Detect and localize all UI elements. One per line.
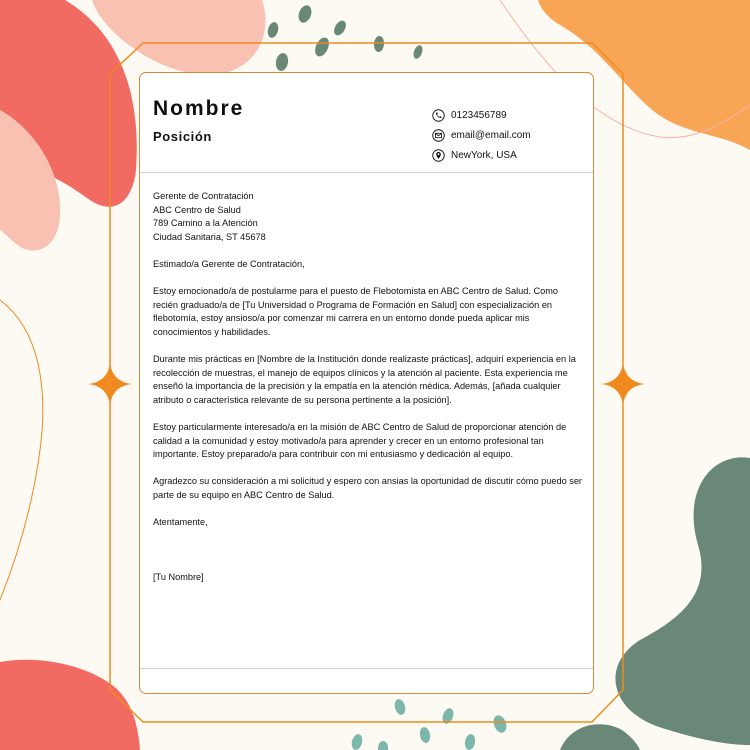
thin-line-left xyxy=(0,300,43,600)
coral-blob-bottom-left xyxy=(0,660,140,750)
applicant-name: Nombre xyxy=(153,97,245,120)
body-paragraph: Estoy particularmente interesado/a en la misión de ABC Centro de Salud de proporcionar atención de calidad a la comunidad y estoy motivado/a para aprender y crecer en un entorno profesional tan importante. Estoy preparado/a para contribuir con mi entusiasmo y dedicación al equipo. xyxy=(153,422,567,460)
closing: Atentamente, xyxy=(153,517,208,528)
recipient-line: Ciudad Sanitaria, ST 45678 xyxy=(153,231,266,242)
sparkle-right xyxy=(601,362,645,406)
contact-location xyxy=(432,145,592,165)
sparkle-left xyxy=(88,362,132,406)
contact-phone xyxy=(432,105,592,125)
sage-blob-bottom-right-lower xyxy=(560,724,640,750)
contact-email xyxy=(432,125,592,145)
contact-phone-text: 0123456789 xyxy=(451,109,507,121)
applicant-position: Posición xyxy=(153,129,212,144)
body-paragraph: Durante mis prácticas en [Nombre de la Institución donde realizaste prácticas], adquirí experiencia en la recolección de muestras, el manejo de equipos clínicos y la atención al paciente. Esta experiencia me enseñó la importancia de la precisión y la empatía en la atención médica. Además, [añada cualquier atributo o característica relevante de su persona pertinente a la posición]. xyxy=(153,354,576,405)
recipient-address xyxy=(153,190,583,244)
letter-body xyxy=(153,190,583,598)
phone-icon xyxy=(432,109,445,122)
email-icon xyxy=(432,129,445,142)
recipient-line: Gerente de Contratación xyxy=(153,191,254,201)
contact-location-text: NewYork, USA xyxy=(451,149,517,161)
teal-dots-bottom xyxy=(350,698,509,750)
contact-info xyxy=(432,105,592,165)
salutation: Estimado/a Gerente de Contratación, xyxy=(153,258,305,269)
sage-blob-bottom-right xyxy=(615,457,750,745)
letter-sheet xyxy=(139,72,594,694)
header-divider xyxy=(140,172,593,173)
signature: [Tu Nombre] xyxy=(153,571,204,582)
contact-email-text: email@email.com xyxy=(451,129,531,141)
sage-dots-top xyxy=(266,3,424,71)
footer-divider xyxy=(140,668,593,669)
location-icon xyxy=(432,149,445,162)
body-paragraph: Estoy emocionado/a de postularme para el puesto de Flebotomista en ABC Centro de Salud. Como recién graduado/a de [Tu Universidad o Programa de Formación en Salud] con especialización en flebotomía, estoy ansioso/a por comenzar mi carrera en un entorno donde pueda aplicar mis conocimientos y habilidades. xyxy=(153,286,558,337)
body-paragraph: Agradezco su consideración a mi solicitud y espero con ansias la oportunidad de discutir cómo puedo ser parte de su equipo en ABC Centro de Salud. xyxy=(153,476,582,501)
recipient-line: 789 Camino a la Atención xyxy=(153,218,258,229)
recipient-line: ABC Centro de Salud xyxy=(153,204,241,215)
